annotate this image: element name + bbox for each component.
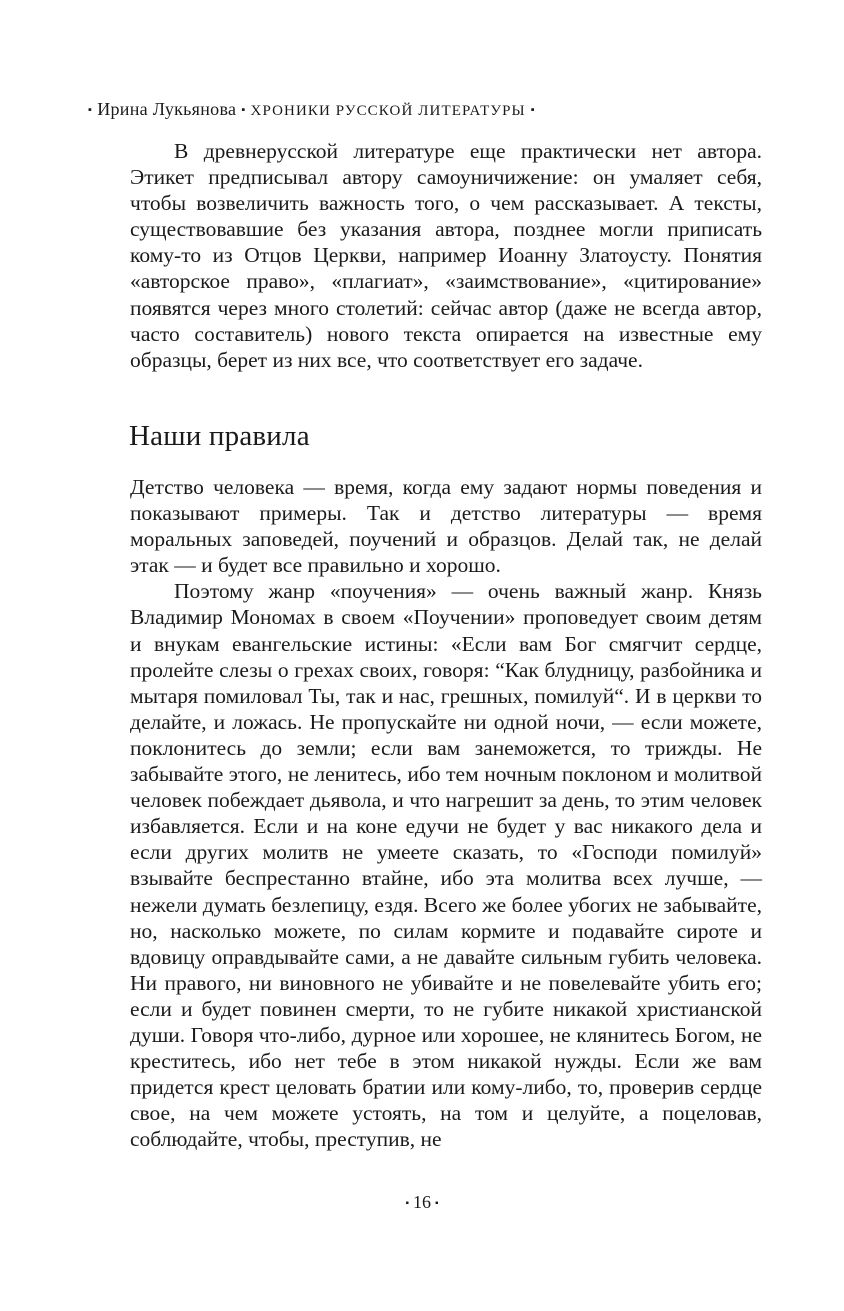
intro-text-block	[130, 138, 762, 373]
bullet-icon: ▪	[405, 1198, 409, 1209]
running-head	[88, 97, 608, 123]
section-text-block	[130, 474, 762, 1152]
section-paragraph-2: Поэтому жанр «поучения» — очень важный жанр. Князь Владимир Мономах в своем «Поучении» проповедует своим детям и внукам евангельские истины: «Если вам Бог смягчит сердце, пролейте слезы о грехах своих, говоря: “Как блудницу, разбойника и мытаря помиловал Ты, так и нас, грешных, помилуй“. И в церкви то делайте, и ложась. Не пропускайте ни одной ночи, — если можете, поклонитесь до земли; если вам занеможется, то трижды. Не забывайте этого, не ленитесь, ибо тем ночным поклоном и молитвой человек побеждает дьявола, и что нагрешит за день, то этим человек избавляется. Если и на коне едучи не будет у вас никакого дела и если других молитв не умеете сказать, то «Господи помилуй» взывайте беспрестанно втайне, ибо эта молитва всех лучше, — нежели думать безлепицу, ездя. Всего же более убогих не забывайте, но, насколько можете, по силам кормите и подавайте сироте и вдовицу оправдывайте сами, а не давайте сильным губить человека. Ни правого, ни виновного не убивайте и не повелевайте убить его; если и будет повинен смерти, то не губите никакой христианской души. Говоря что-либо, дурное или хорошее, не клянитесь Богом, не креститесь, ибо нет тебе в этом никакой нужды. Если же вам придется крест целовать братии или кому-либо, то, проверив сердце свое, на чем можете устоять, на том и целуйте, а поцеловав, соблюдайте, чтобы, преступив, не	[130, 579, 762, 1152]
section-heading: Наши правила	[129, 420, 310, 452]
page-number	[0, 1190, 844, 1216]
running-head-author: Ирина Лукьянова	[97, 99, 237, 119]
running-head-title: ХРОНИКИ РУССКОЙ ЛИТЕРАТУРЫ	[250, 103, 526, 119]
intro-paragraph: В древнерусской литературе еще практически нет автора. Этикет предписывал автору самоуничижение: он умаляет себя, чтобы возвеличить важность того, о чем рассказывает. А тексты, существовавшие без указания автора, позднее могли приписать кому-то из Отцов Церкви, например Иоанну Златоусту. Понятия «авторское право», «плагиат», «заимствование», «цитирование» появятся через много столетий: сейчас автор (даже не всегда автор, часто составитель) нового текста опирается на известные ему образцы, берет из них все, что соответствует его задаче.	[130, 139, 762, 372]
bullet-icon: ▪	[241, 104, 246, 116]
bullet-icon: ▪	[530, 104, 535, 116]
page-number-value: 16	[413, 1192, 431, 1212]
section-paragraph-1: Детство человека — время, когда ему задают нормы поведения и показывают примеры. Так и детство литературы — время моральных заповедей, поучений и образцов. Делай так, не делай этак — и будет все правильно и хорошо.	[130, 475, 762, 578]
bullet-icon: ▪	[88, 104, 93, 116]
bullet-icon: ▪	[435, 1198, 439, 1209]
